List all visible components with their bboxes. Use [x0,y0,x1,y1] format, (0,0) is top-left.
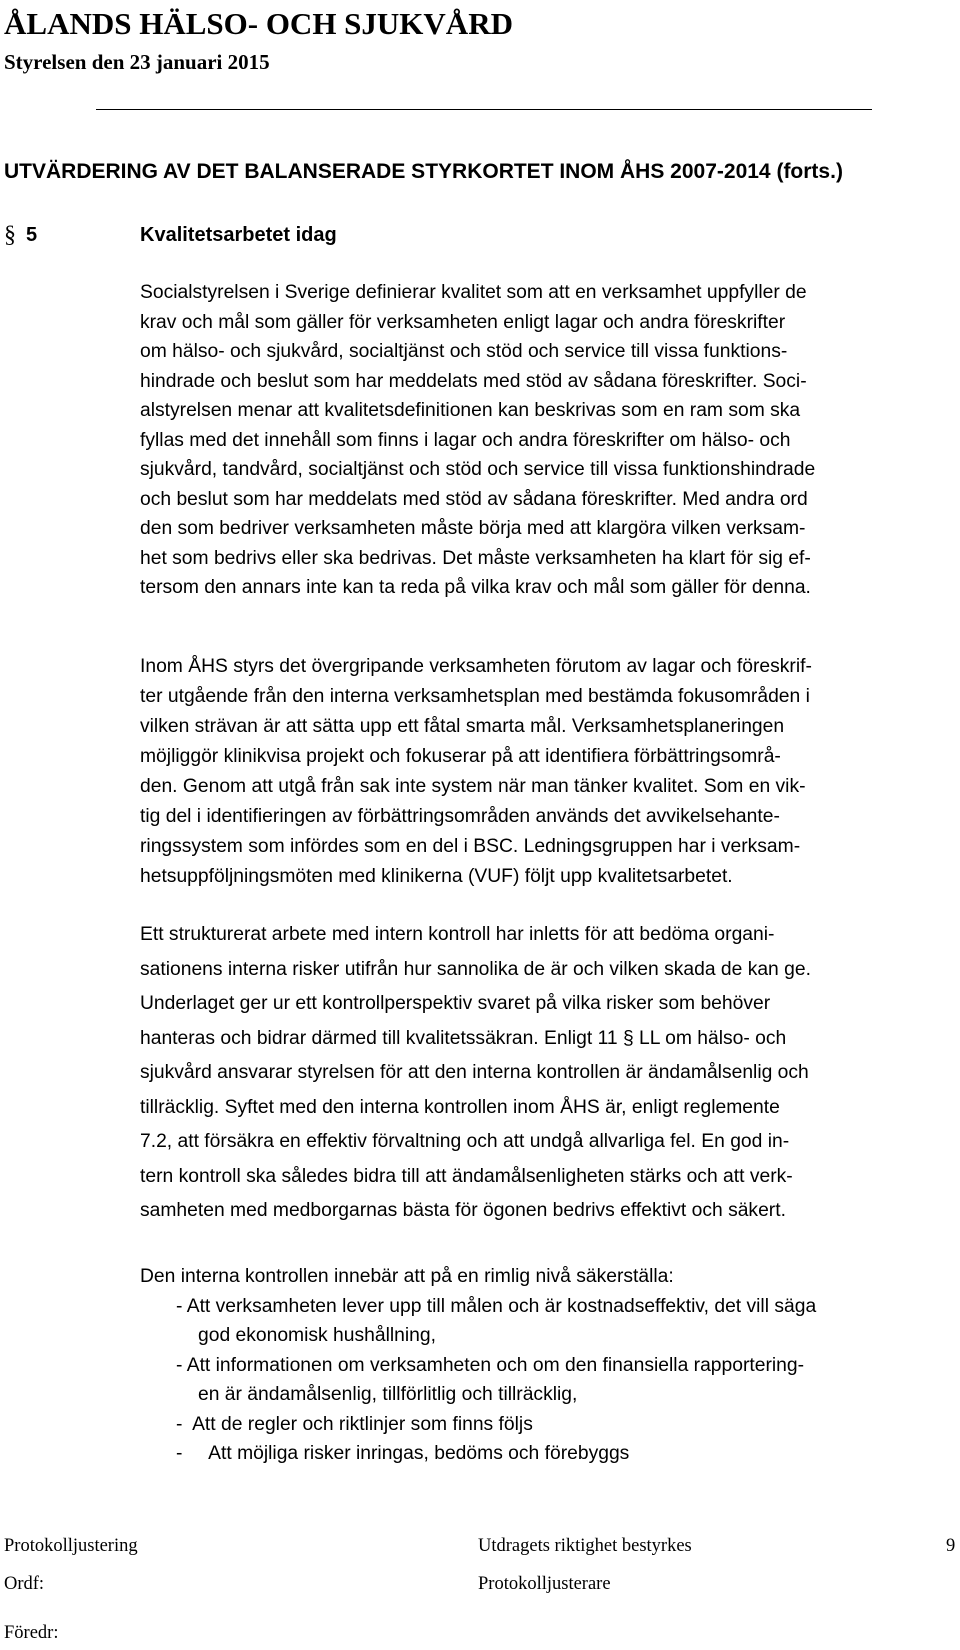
paragraph-line: Inom ÅHS styrs det övergripande verksamheten förutom av lagar och föreskrif- [140,656,812,677]
list-item: - Att informationen om verksamheten och om den finansiella rapportering- [176,1354,805,1376]
paragraph-line: tern kontroll ska således bidra till att ändamålsenligheten stärks och att verk- [140,1165,793,1187]
paragraph-line: Socialstyrelsen i Sverige definierar kvalitet som att en verksamhet uppfyller de [140,282,807,303]
section-symbol: § [4,222,16,248]
paragraph-line: fyllas med det innehåll som finns i lagar och andra föreskrifter om hälso- och [140,429,791,451]
footer-protokolljustering: Protokolljustering [4,1536,138,1556]
paragraph-ahs-governance [140,652,960,892]
list-intro: Den interna kontrollen innebär att på en rimlig nivå säkerställa: [140,1266,674,1287]
footer-certification: Utdragets riktighet bestyrkes [478,1536,692,1556]
paragraph-line: krav och mål som gäller för verksamheten enligt lagar och andra föreskrifter [140,311,786,333]
list-item: - Att verksamheten lever upp till målen och är kostnadseffektiv, det vill säga [176,1295,817,1317]
paragraph-line: tersom den annars inte kan ta reda på vilka krav och mål som gäller för denna. [140,577,811,598]
paragraph-control-goals [140,1262,960,1469]
paragraph-line: hanteras och bidrar därmed till kvalitetssäkran. Enligt 11 § LL om hälso- och [140,1027,787,1049]
paragraph-line: alstyrelsen menar att kvalitetsdefinitionen kan beskrivas som en ram som ska [140,400,801,421]
list-item: - Att möjliga risker inringas, bedöms och förebyggs [176,1443,630,1464]
paragraph-line: om hälso- och sjukvård, socialtjänst och stöd och service till vissa funktions- [140,341,788,362]
footer-protokolljusterare-label: Protokolljusterare [478,1574,611,1594]
paragraph-line: ter utgående från den interna verksamhetsplan med bestämda fokusområden i [140,686,810,707]
header-divider [96,109,872,110]
list-item: - Att de regler och riktlinjer som finns följs [176,1413,533,1435]
paragraph-line: sjukvård, tandvård, socialtjänst och stöd och service till vissa funktionshindrade [140,459,816,480]
footer-ordf-label: Ordf: [4,1574,45,1594]
organization-name: ÅLANDS HÄLSO- OCH SJUKVÅRD [4,6,513,41]
footer-fored-label: Föredr: [4,1623,59,1643]
paragraph-line: sationens interna risker utifrån hur sannolika de är och vilken skada de kan ge. [140,958,811,980]
list-item-continuation: god ekonomisk hushållning, [198,1325,436,1346]
section-title: Kvalitetsarbetet idag [140,224,337,246]
section-number: 5 [26,224,38,246]
paragraph-line: het som bedrivs eller ska bedrivas. Det måste verksamheten ha klart för sig ef- [140,547,811,569]
paragraph-line: Underlaget ger ur ett kontrollperspektiv svaret på vilka risker som behöver [140,993,771,1014]
paragraph-line: den. Genom att utgå från sak inte system när man tänker kvalitet. Som en vik- [140,776,806,797]
paragraph-line: hetsuppföljningsmöten med klinikerna (VUF) följt upp kvalitetsarbetet. [140,866,733,887]
paragraph-internal-control [140,918,960,1229]
meeting-date: Styrelsen den 23 januari 2015 [4,50,270,74]
paragraph-line: Ett strukturerat arbete med intern kontroll har inletts för att bedöma organi- [140,924,775,945]
paragraph-line: vilken strävan är att sätta upp ett fåtal smarta mål. Verksamhetsplaneringen [140,716,785,737]
paragraph-line: sjukvård ansvarar styrelsen för att den interna kontrollen är ändamålsenlig och [140,1062,809,1083]
document-heading: UTVÄRDERING AV DET BALANSERADE STYRKORTET INOM ÅHS 2007-2014 (forts.) [4,160,843,183]
paragraph-line: ringssystem som infördes som en del i BSC. Ledningsgruppen har i verksam- [140,836,801,857]
paragraph-line: tillräcklig. Syftet med den interna kontrollen inom ÅHS är, enligt reglemente [140,1096,780,1118]
paragraph-line: 7.2, att försäkra en effektiv förvaltning och att undgå allvarliga fel. En god in- [140,1131,790,1152]
paragraph-quality-definition [140,278,960,603]
paragraph-line: och beslut som har meddelats med stöd av sådana föreskrifter. Med andra ord [140,488,808,510]
paragraph-line: samheten med medborgarnas bästa för ögonen bedrivs effektivt och säkert. [140,1200,786,1221]
paragraph-line: tig del i identifieringen av förbättringsområden används det avvikelsehante- [140,806,780,827]
paragraph-line: den som bedriver verksamheten måste börja med att klargöra vilken verksam- [140,518,806,539]
list-item-continuation: en är ändamålsenlig, tillförlitlig och tillräcklig, [198,1384,578,1405]
paragraph-line: hindrade och beslut som har meddelats med stöd av sådana föreskrifter. Soci- [140,370,807,392]
page-number: 9 [946,1536,956,1556]
paragraph-line: möjliggör klinikvisa projekt och fokuserar på att identifiera förbättringsområ- [140,746,781,767]
